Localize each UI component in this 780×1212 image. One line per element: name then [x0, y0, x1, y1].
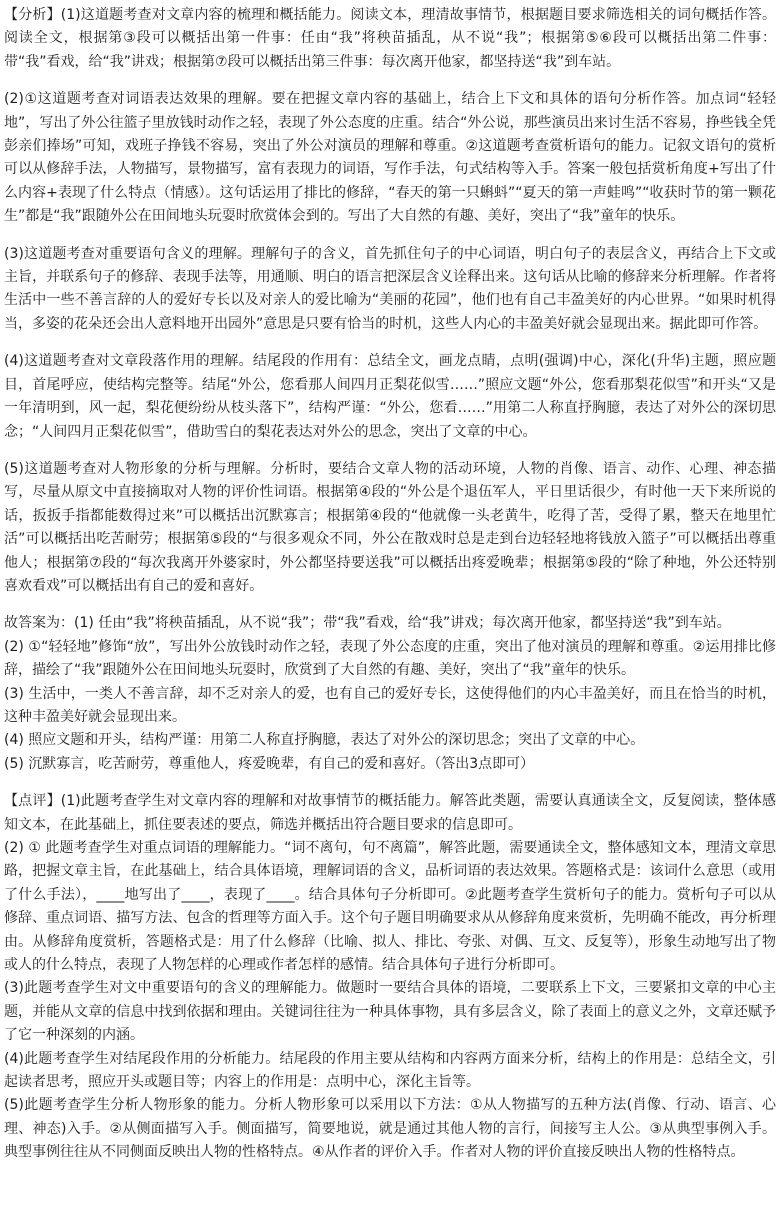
comment-section — [4, 790, 776, 1165]
comment-paragraph-4: (4)此题考查学生对结尾段作用的分析能力。结尾段的作用主要从结构和内容两方面来分析，结构上的作用是：总结全文，引起读者思考，照应开头或题目等；内容上的作用是：点明中心，深化主旨等。 — [4, 1050, 776, 1091]
analysis-paragraph-1: 【分析】(1)这道题考查对文章内容的梳理和概括能力。阅读文本，理清故事情节，根据题目要求筛选相关的词句概括作答。阅读全文，根据第③段可以概括出第一件事：任由“我”将秧苗插乱，从不说“我”；根据第⑤⑥段可以概括出第二件事：带“我”看戏，给“我”讲戏；根据第⑦段可以概括出第三件事：每次离开他家，都坚持送“我”到车站。 — [4, 7, 776, 70]
comment-paragraph-5: (5)此题考查学生分析人物形象的能力。分析人物形象可以采用以下方法：①从人物描写的五种方法(肖像、行动、语言、心理、神态)入手。②从侧面描写入手。侧面描写，简要地说，就是通过其他人物的言行，间接写主人公。③从典型事例入手。典型事例往往从不同侧面反映出人物的性格特点。④从作者的评价入手。作者对人物的评价直接反映出人物的性格特点。 — [4, 1097, 776, 1161]
analysis-paragraph-5: (5)这道题考查对人物形象的分析与理解。分析时，要结合文章人物的活动环境，人物的肖像、语言、动作、心理、神态描写，尽量从原文中直接摘取对人物的评价性词语。根据第④段的“外公是个退伍军人，平日里话很少，有时他一天下来所说的话，扳扳手指都能数得过来”可以概括出沉默寡言；根据第④段的“他就像一头老黄牛，吃得了苦，受得了累，整天在地里忙活”可以概括出吃苦耐劳；根据第⑤段的“与很多观众不同，外公在散戏时总是走到台边轻轻地将钱放入篮子”可以概括出尊重他人；根据第⑦段的“每次我离开外婆家时，外公都坚持要送我”可以概括出疼爱晚辈；根据第⑤段的“除了种地，外公还特别喜欢看戏”可以概括出有自己的爱和喜好。 — [4, 460, 776, 594]
analysis-section — [4, 4, 776, 598]
answer-paragraph-2: (2) ①“轻轻地”修饰“放”，写出外公放钱时动作之轻，表现了外公态度的庄重，突出了他对演员的理解和尊重。②运用排比修辞，描绘了“我”跟随外公在田间地头玩耍时，欣赏到了大自然的有趣、美好，突出了“我”童年的快乐。 — [4, 638, 776, 679]
analysis-paragraph-3: (3)这道题考查对重要语句含义的理解。理解句子的含义，首先抓住句子的中心词语，明白句子的表层含义，再结合上下文或主旨，并联系句子的修辞、表现手法等，用通顺、明白的语言把深层含义诠释出来。这句话从比喻的修辞来分析理解。作者将生活中一些不善言辞的人的爱好专长以及对亲人的爱比喻为“美丽的花园”，他们也有自己丰盈美好的内心世界。“如果时机得当，多姿的花朵还会出人意料地开出园外”意思是只要有恰当的时机，这些人内心的丰盈美好就会显现出来。据此即可作答。 — [4, 245, 776, 332]
comment-paragraph-1: 【点评】(1)此题考查学生对文章内容的理解和对故事情节的概括能力。解答此类题，需要认真通读全文，反复阅读，整体感知文本，在此基础上，抓住要表述的要点，筛选并概括出符合题目要求的信息即可。 — [4, 793, 776, 833]
answer-paragraph-4: (4) 照应文题和开头，结构严谨：用第二人称直抒胸臆，表达了对外公的深切思念；突出了文章的中心。 — [4, 732, 645, 749]
comment-paragraph-2: (2) ① 此题考查学生对重点词语的理解能力。“词不离句，句不离篇”，解答此题，需要通读全文，整体感知文本，理清文章思路，把握文章主旨，在此基础上，结合具体语境，理解词语的含义，品析词语的表达效果。答题格式是：该词什么意思（或用了什么手法），____地写出了____，表现了____。结合具体句子分析即可。②此题考查学生赏析句子的能力。赏析句子可以从修辞、重点词语、描写方法、包含的哲理等方面入手。这个句子题目明确要求从从修辞角度来赏析，先明确不能改，再分析理由。从修辞角度赏析，答题格式是：用了什么修辞（比喻、拟人、排比、夸张、对偶、互文、反复等），形象生动地写出了物或人的什么特点，表现了人物怎样的心理或作者怎样的感情。结合具体句子进行分析即可。 — [4, 840, 776, 974]
analysis-paragraph-2: (2)①这道题考查对词语表达效果的理解。要在把握文章内容的基础上，结合上下文和具体的语句分析作答。加点词“轻轻地”，写出了外公往篮子里放钱时动作之轻，表现了外公态度的庄重。结合“外公说，那些演员出来讨生活不容易，挣些钱全凭彭亲们捧场”可知，戏班子挣钱不容易，突出了外公对演员的理解和尊重。②这道题考查赏析语句的能力。记叙文语句的赏析可以从修辞手法，人物描写，景物描写，富有表现力的词语，写作手法，句式结构等入手。答案一般包括赏析角度+写出了什么内容+表现了什么特点（情感）。这句话运用了排比的修辞，“春天的第一只蝌蚪”“夏天的第一声蛙鸣”“收获时节的第一颗花生”都是“我”跟随外公在田间地头玩耍时欣赏体会到的。写出了大自然的有趣、美好，突出了“我”童年的快乐。 — [4, 91, 776, 225]
answer-section — [4, 612, 776, 776]
answer-paragraph-5: (5) 沉默寡言，吃苦耐劳，尊重他人，疼爱晚辈，有自己的爱和喜好。（答出3点即可） — [4, 755, 535, 772]
answer-paragraph-1: 故答案为：(1) 任由“我”将秧苗插乱，从不说“我”；带“我”看戏，给“我”讲戏；每次离开他家，都坚持送“我”到车站。 — [4, 615, 731, 632]
answer-paragraph-3: (3) 生活中，一类人不善言辞，却不乏对亲人的爱，也有自己的爱好专长，这使得他们的内心丰盈美好，而且在恰当的时机，这种丰盈美好就会显现出来。 — [4, 685, 776, 725]
analysis-paragraph-4: (4)这道题考查对文章段落作用的理解。结尾段的作用有：总结全文，画龙点睛，点明(强调)中心，深化(升华)主题，照应题目，首尾呼应，使结构完整等。结尾“外公，您看那人间四月正梨花似雪……”照应文题“外公，您看那梨花似雪”和开头“又是一年清明到，风一起，梨花便纷纷从枝头落下”，结构严谨：“外公，您看……”用第二人称直抒胸臆，表达了对外公的深切思念；“人间四月正梨花似雪”，借助雪白的梨花表达对外公的思念，突出了文章的中心。 — [4, 353, 776, 440]
comment-paragraph-3: (3)此题考查学生对文中重要语句的含义的理解能力。做题时一要结合具体的语境，二要联系上下文，三要紧扣文章的中心主题，并能从文章的信息中找到依据和理由。关键词往往为一种具体事物，具有多层含义，除了表面上的意义之外，文章还赋予了它一种深刻的内涵。 — [4, 980, 776, 1044]
